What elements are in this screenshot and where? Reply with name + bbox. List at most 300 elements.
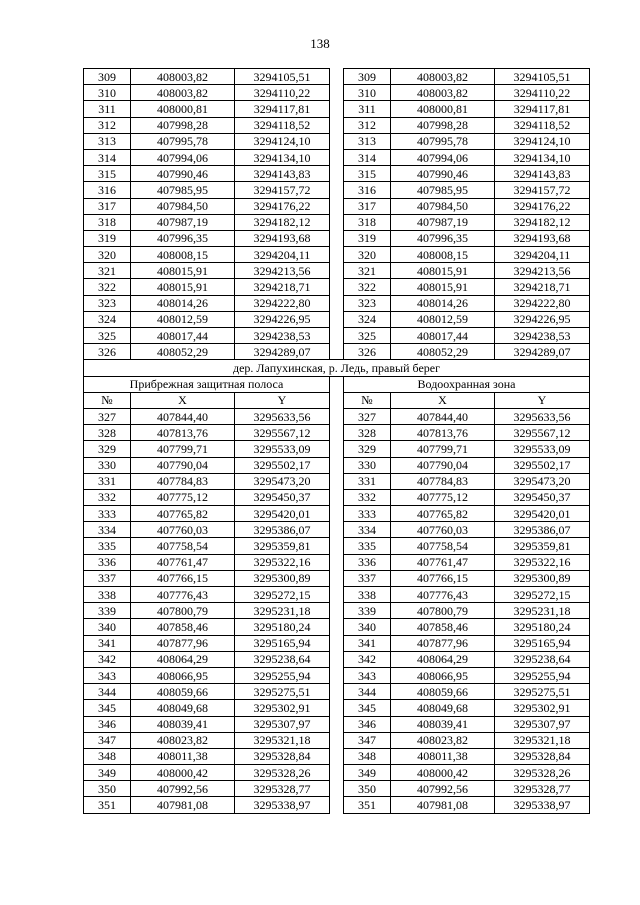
left-y-coordinate: 3295307,97: [235, 716, 330, 732]
left-point-number: 331: [84, 473, 131, 489]
right-point-number: 342: [344, 651, 391, 667]
right-point-number: 347: [344, 732, 391, 748]
left-y-coordinate: 3295473,20: [235, 473, 330, 489]
coordinates-block-bottom: [84, 408, 590, 813]
column-gap: [330, 425, 344, 441]
right-x-coordinate: 407799,71: [391, 441, 495, 457]
right-point-number: 336: [344, 554, 391, 570]
coordinates-table: [83, 68, 590, 814]
right-point-number: 333: [344, 506, 391, 522]
right-point-number: 335: [344, 538, 391, 554]
left-y-coordinate: 3294124,10: [235, 133, 330, 149]
table-row: [84, 522, 590, 538]
table-row: [84, 716, 590, 732]
column-gap: [330, 230, 344, 246]
column-gap: [330, 392, 344, 408]
table-row: [84, 457, 590, 473]
header-y-right: Y: [495, 392, 590, 408]
right-x-coordinate: 407800,79: [391, 603, 495, 619]
left-x-coordinate: 408052,29: [131, 344, 235, 360]
left-point-number: 329: [84, 441, 131, 457]
column-gap: [330, 408, 344, 424]
left-point-number: 340: [84, 619, 131, 635]
left-y-coordinate: 3294238,53: [235, 328, 330, 344]
right-x-coordinate: 408000,42: [391, 765, 495, 781]
left-x-coordinate: 407761,47: [131, 554, 235, 570]
coordinates-block-top: [84, 69, 590, 360]
right-y-coordinate: 3294226,95: [495, 311, 590, 327]
column-gap: [330, 295, 344, 311]
left-point-number: 342: [84, 651, 131, 667]
left-x-coordinate: 408011,38: [131, 748, 235, 764]
left-point-number: 336: [84, 554, 131, 570]
left-x-coordinate: 408012,59: [131, 311, 235, 327]
right-x-coordinate: 407995,78: [391, 133, 495, 149]
column-gap: [330, 700, 344, 716]
left-point-number: 327: [84, 408, 131, 424]
right-point-number: 341: [344, 635, 391, 651]
header-x-left: X: [131, 392, 235, 408]
table-row: [84, 603, 590, 619]
right-y-coordinate: 3295255,94: [495, 667, 590, 683]
column-gap: [330, 651, 344, 667]
right-point-number: 312: [344, 117, 391, 133]
right-x-coordinate: 407813,76: [391, 425, 495, 441]
table-row: [84, 149, 590, 165]
right-x-coordinate: 407766,15: [391, 570, 495, 586]
right-x-coordinate: 407992,56: [391, 781, 495, 797]
left-y-coordinate: 3294118,52: [235, 117, 330, 133]
right-y-coordinate: 3295302,91: [495, 700, 590, 716]
table-row: [84, 311, 590, 327]
column-gap: [330, 117, 344, 133]
left-x-coordinate: 407998,28: [131, 117, 235, 133]
right-y-coordinate: 3295450,37: [495, 489, 590, 505]
left-point-number: 341: [84, 635, 131, 651]
right-point-number: 348: [344, 748, 391, 764]
left-y-coordinate: 3295359,81: [235, 538, 330, 554]
left-y-coordinate: 3295533,09: [235, 441, 330, 457]
right-point-number: 309: [344, 69, 391, 85]
left-point-number: 315: [84, 166, 131, 182]
left-point-number: 348: [84, 748, 131, 764]
right-point-number: 344: [344, 684, 391, 700]
right-point-number: 325: [344, 328, 391, 344]
right-x-coordinate: 408015,91: [391, 279, 495, 295]
left-point-number: 319: [84, 230, 131, 246]
left-x-coordinate: 407776,43: [131, 587, 235, 603]
left-x-coordinate: 407987,19: [131, 214, 235, 230]
right-y-coordinate: 3295567,12: [495, 425, 590, 441]
right-point-number: 332: [344, 489, 391, 505]
right-x-coordinate: 408059,66: [391, 684, 495, 700]
left-x-coordinate: 407844,40: [131, 408, 235, 424]
column-gap: [330, 328, 344, 344]
column-gap: [330, 457, 344, 473]
left-point-number: 318: [84, 214, 131, 230]
right-y-coordinate: 3294218,71: [495, 279, 590, 295]
column-header-row: [84, 392, 590, 408]
left-x-coordinate: 407984,50: [131, 198, 235, 214]
left-point-number: 347: [84, 732, 131, 748]
left-point-number: 334: [84, 522, 131, 538]
table-row: [84, 441, 590, 457]
left-x-coordinate: 408064,29: [131, 651, 235, 667]
right-point-number: 334: [344, 522, 391, 538]
right-y-coordinate: 3295300,89: [495, 570, 590, 586]
left-y-coordinate: 3294204,11: [235, 247, 330, 263]
table-row: [84, 554, 590, 570]
left-x-coordinate: 407800,79: [131, 603, 235, 619]
page-number: 138: [310, 36, 330, 51]
column-gap: [330, 538, 344, 554]
left-y-coordinate: 3295328,26: [235, 765, 330, 781]
right-x-coordinate: 408017,44: [391, 328, 495, 344]
left-point-number: 323: [84, 295, 131, 311]
right-y-coordinate: 3294157,72: [495, 182, 590, 198]
right-y-coordinate: 3295633,56: [495, 408, 590, 424]
right-y-coordinate: 3294213,56: [495, 263, 590, 279]
right-y-coordinate: 3294105,51: [495, 69, 590, 85]
column-gap: [330, 554, 344, 570]
left-point-number: 321: [84, 263, 131, 279]
right-y-coordinate: 3294124,10: [495, 133, 590, 149]
right-y-coordinate: 3294117,81: [495, 101, 590, 117]
right-y-coordinate: 3294193,68: [495, 230, 590, 246]
right-point-number: 349: [344, 765, 391, 781]
right-y-coordinate: 3295321,18: [495, 732, 590, 748]
right-y-coordinate: 3294176,22: [495, 198, 590, 214]
right-x-coordinate: 407790,04: [391, 457, 495, 473]
left-x-coordinate: 407858,46: [131, 619, 235, 635]
left-x-coordinate: 407758,54: [131, 538, 235, 554]
column-gap: [330, 311, 344, 327]
column-gap: [330, 101, 344, 117]
left-point-number: 330: [84, 457, 131, 473]
column-gap: [330, 441, 344, 457]
table-row: [84, 344, 590, 360]
column-gap: [330, 263, 344, 279]
left-x-coordinate: 408014,26: [131, 295, 235, 311]
right-y-coordinate: 3294238,53: [495, 328, 590, 344]
right-point-number: 313: [344, 133, 391, 149]
right-point-number: 321: [344, 263, 391, 279]
table-row: [84, 166, 590, 182]
left-point-number: 326: [84, 344, 131, 360]
left-y-coordinate: 3294226,95: [235, 311, 330, 327]
right-y-coordinate: 3295328,77: [495, 781, 590, 797]
right-zone-title: Водоохранная зона: [344, 376, 590, 392]
table-row: [84, 700, 590, 716]
left-y-coordinate: 3295255,94: [235, 667, 330, 683]
right-point-number: 324: [344, 311, 391, 327]
right-y-coordinate: 3294118,52: [495, 117, 590, 133]
left-point-number: 313: [84, 133, 131, 149]
left-y-coordinate: 3294143,83: [235, 166, 330, 182]
left-x-coordinate: 407813,76: [131, 425, 235, 441]
left-x-coordinate: 408008,15: [131, 247, 235, 263]
left-point-number: 309: [84, 69, 131, 85]
right-y-coordinate: 3295322,16: [495, 554, 590, 570]
table-row: [84, 473, 590, 489]
right-x-coordinate: 408011,38: [391, 748, 495, 764]
column-gap: [330, 667, 344, 683]
left-point-number: 350: [84, 781, 131, 797]
right-x-coordinate: 407758,54: [391, 538, 495, 554]
right-y-coordinate: 3294143,83: [495, 166, 590, 182]
left-y-coordinate: 3295165,94: [235, 635, 330, 651]
zone-titles-row: [84, 376, 590, 392]
right-x-coordinate: 407760,03: [391, 522, 495, 538]
left-y-coordinate: 3294157,72: [235, 182, 330, 198]
column-gap: [330, 635, 344, 651]
left-point-number: 324: [84, 311, 131, 327]
right-x-coordinate: 407784,83: [391, 473, 495, 489]
section-title-row: [84, 360, 590, 376]
right-x-coordinate: 407877,96: [391, 635, 495, 651]
column-gap: [330, 69, 344, 85]
column-gap: [330, 603, 344, 619]
left-y-coordinate: 3294193,68: [235, 230, 330, 246]
right-point-number: 339: [344, 603, 391, 619]
table-row: [84, 781, 590, 797]
left-x-coordinate: 407985,95: [131, 182, 235, 198]
left-x-coordinate: 407981,08: [131, 797, 235, 813]
right-point-number: 323: [344, 295, 391, 311]
column-gap: [330, 522, 344, 538]
right-y-coordinate: 3295231,18: [495, 603, 590, 619]
left-point-number: 343: [84, 667, 131, 683]
header-y-left: Y: [235, 392, 330, 408]
left-point-number: 332: [84, 489, 131, 505]
section-title: дер. Лапухинская, р. Ледь, правый берег: [84, 360, 590, 376]
right-y-coordinate: 3294222,80: [495, 295, 590, 311]
column-gap: [330, 797, 344, 813]
table-row: [84, 133, 590, 149]
right-point-number: 311: [344, 101, 391, 117]
left-y-coordinate: 3295238,64: [235, 651, 330, 667]
column-gap: [330, 684, 344, 700]
left-x-coordinate: 407760,03: [131, 522, 235, 538]
right-y-coordinate: 3294289,07: [495, 344, 590, 360]
left-x-coordinate: 408059,66: [131, 684, 235, 700]
table-row: [84, 732, 590, 748]
table-row: [84, 101, 590, 117]
column-gap: [330, 748, 344, 764]
right-point-number: 343: [344, 667, 391, 683]
right-y-coordinate: 3295473,20: [495, 473, 590, 489]
left-y-coordinate: 3295386,07: [235, 522, 330, 538]
column-gap: [330, 765, 344, 781]
left-point-number: 312: [84, 117, 131, 133]
table-row: [84, 506, 590, 522]
right-point-number: 317: [344, 198, 391, 214]
right-point-number: 351: [344, 797, 391, 813]
column-gap: [330, 85, 344, 101]
left-y-coordinate: 3295633,56: [235, 408, 330, 424]
table-row: [84, 295, 590, 311]
column-gap: [330, 376, 344, 392]
column-gap: [330, 619, 344, 635]
right-y-coordinate: 3295386,07: [495, 522, 590, 538]
column-gap: [330, 247, 344, 263]
right-x-coordinate: 408000,81: [391, 101, 495, 117]
left-x-coordinate: 408015,91: [131, 279, 235, 295]
right-point-number: 345: [344, 700, 391, 716]
left-x-coordinate: 407877,96: [131, 635, 235, 651]
left-x-coordinate: 408003,82: [131, 85, 235, 101]
right-point-number: 319: [344, 230, 391, 246]
left-point-number: 335: [84, 538, 131, 554]
column-gap: [330, 214, 344, 230]
right-x-coordinate: 407996,35: [391, 230, 495, 246]
right-x-coordinate: 408003,82: [391, 69, 495, 85]
right-point-number: 350: [344, 781, 391, 797]
header-x-right: X: [391, 392, 495, 408]
left-x-coordinate: 408066,95: [131, 667, 235, 683]
right-x-coordinate: 407998,28: [391, 117, 495, 133]
left-y-coordinate: 3295180,24: [235, 619, 330, 635]
left-y-coordinate: 3294134,10: [235, 149, 330, 165]
right-x-coordinate: 407990,46: [391, 166, 495, 182]
column-gap: [330, 149, 344, 165]
left-x-coordinate: 408015,91: [131, 263, 235, 279]
left-point-number: 333: [84, 506, 131, 522]
left-x-coordinate: 408023,82: [131, 732, 235, 748]
right-point-number: 316: [344, 182, 391, 198]
table-row: [84, 198, 590, 214]
right-x-coordinate: 408052,29: [391, 344, 495, 360]
table-row: [84, 587, 590, 603]
right-y-coordinate: 3295275,51: [495, 684, 590, 700]
right-x-coordinate: 407994,06: [391, 149, 495, 165]
right-point-number: 329: [344, 441, 391, 457]
right-y-coordinate: 3294182,12: [495, 214, 590, 230]
right-x-coordinate: 408014,26: [391, 295, 495, 311]
right-x-coordinate: 407844,40: [391, 408, 495, 424]
table-row: [84, 667, 590, 683]
column-gap: [330, 279, 344, 295]
left-y-coordinate: 3295322,16: [235, 554, 330, 570]
left-zone-title: Прибрежная защитная полоса: [84, 376, 330, 392]
table-row: [84, 748, 590, 764]
left-y-coordinate: 3294222,80: [235, 295, 330, 311]
left-y-coordinate: 3295275,51: [235, 684, 330, 700]
left-x-coordinate: 407992,56: [131, 781, 235, 797]
table-row: [84, 214, 590, 230]
table-row: [84, 651, 590, 667]
left-y-coordinate: 3294182,12: [235, 214, 330, 230]
left-point-number: 344: [84, 684, 131, 700]
right-x-coordinate: 407776,43: [391, 587, 495, 603]
left-y-coordinate: 3295302,91: [235, 700, 330, 716]
right-y-coordinate: 3295533,09: [495, 441, 590, 457]
right-point-number: 330: [344, 457, 391, 473]
right-point-number: 326: [344, 344, 391, 360]
right-y-coordinate: 3295165,94: [495, 635, 590, 651]
right-x-coordinate: 407775,12: [391, 489, 495, 505]
table-row: [84, 765, 590, 781]
column-gap: [330, 489, 344, 505]
right-point-number: 338: [344, 587, 391, 603]
column-gap: [330, 473, 344, 489]
right-y-coordinate: 3295272,15: [495, 587, 590, 603]
table-row: [84, 408, 590, 424]
left-point-number: 314: [84, 149, 131, 165]
left-y-coordinate: 3295338,97: [235, 797, 330, 813]
right-y-coordinate: 3295328,84: [495, 748, 590, 764]
left-y-coordinate: 3295272,15: [235, 587, 330, 603]
left-point-number: 345: [84, 700, 131, 716]
left-x-coordinate: 407995,78: [131, 133, 235, 149]
column-gap: [330, 198, 344, 214]
right-x-coordinate: 408012,59: [391, 311, 495, 327]
right-x-coordinate: 408015,91: [391, 263, 495, 279]
left-point-number: 322: [84, 279, 131, 295]
column-gap: [330, 182, 344, 198]
right-y-coordinate: 3295359,81: [495, 538, 590, 554]
table-row: [84, 538, 590, 554]
left-y-coordinate: 3294176,22: [235, 198, 330, 214]
right-x-coordinate: 407765,82: [391, 506, 495, 522]
left-x-coordinate: 407799,71: [131, 441, 235, 457]
left-x-coordinate: 407775,12: [131, 489, 235, 505]
table-row: [84, 279, 590, 295]
left-x-coordinate: 407994,06: [131, 149, 235, 165]
right-point-number: 337: [344, 570, 391, 586]
right-x-coordinate: 408003,82: [391, 85, 495, 101]
column-gap: [330, 732, 344, 748]
table-row: [84, 635, 590, 651]
right-y-coordinate: 3295502,17: [495, 457, 590, 473]
table-row: [84, 69, 590, 85]
table-row: [84, 117, 590, 133]
right-point-number: 320: [344, 247, 391, 263]
right-point-number: 318: [344, 214, 391, 230]
left-y-coordinate: 3294105,51: [235, 69, 330, 85]
left-y-coordinate: 3294289,07: [235, 344, 330, 360]
left-point-number: 311: [84, 101, 131, 117]
table-row: [84, 263, 590, 279]
right-point-number: 340: [344, 619, 391, 635]
left-y-coordinate: 3295567,12: [235, 425, 330, 441]
left-y-coordinate: 3295321,18: [235, 732, 330, 748]
right-point-number: 346: [344, 716, 391, 732]
left-y-coordinate: 3294117,81: [235, 101, 330, 117]
column-gap: [330, 587, 344, 603]
right-x-coordinate: 407987,19: [391, 214, 495, 230]
left-point-number: 310: [84, 85, 131, 101]
left-y-coordinate: 3294213,56: [235, 263, 330, 279]
left-x-coordinate: 407784,83: [131, 473, 235, 489]
left-x-coordinate: 408017,44: [131, 328, 235, 344]
table-row: [84, 230, 590, 246]
right-point-number: 328: [344, 425, 391, 441]
left-point-number: 316: [84, 182, 131, 198]
table-row: [84, 85, 590, 101]
right-y-coordinate: 3295307,97: [495, 716, 590, 732]
table-row: [84, 328, 590, 344]
right-y-coordinate: 3294134,10: [495, 149, 590, 165]
left-point-number: 349: [84, 765, 131, 781]
right-point-number: 310: [344, 85, 391, 101]
right-x-coordinate: 407761,47: [391, 554, 495, 570]
left-x-coordinate: 408039,41: [131, 716, 235, 732]
left-y-coordinate: 3295328,77: [235, 781, 330, 797]
right-y-coordinate: 3294110,22: [495, 85, 590, 101]
right-point-number: 331: [344, 473, 391, 489]
right-y-coordinate: 3295238,64: [495, 651, 590, 667]
